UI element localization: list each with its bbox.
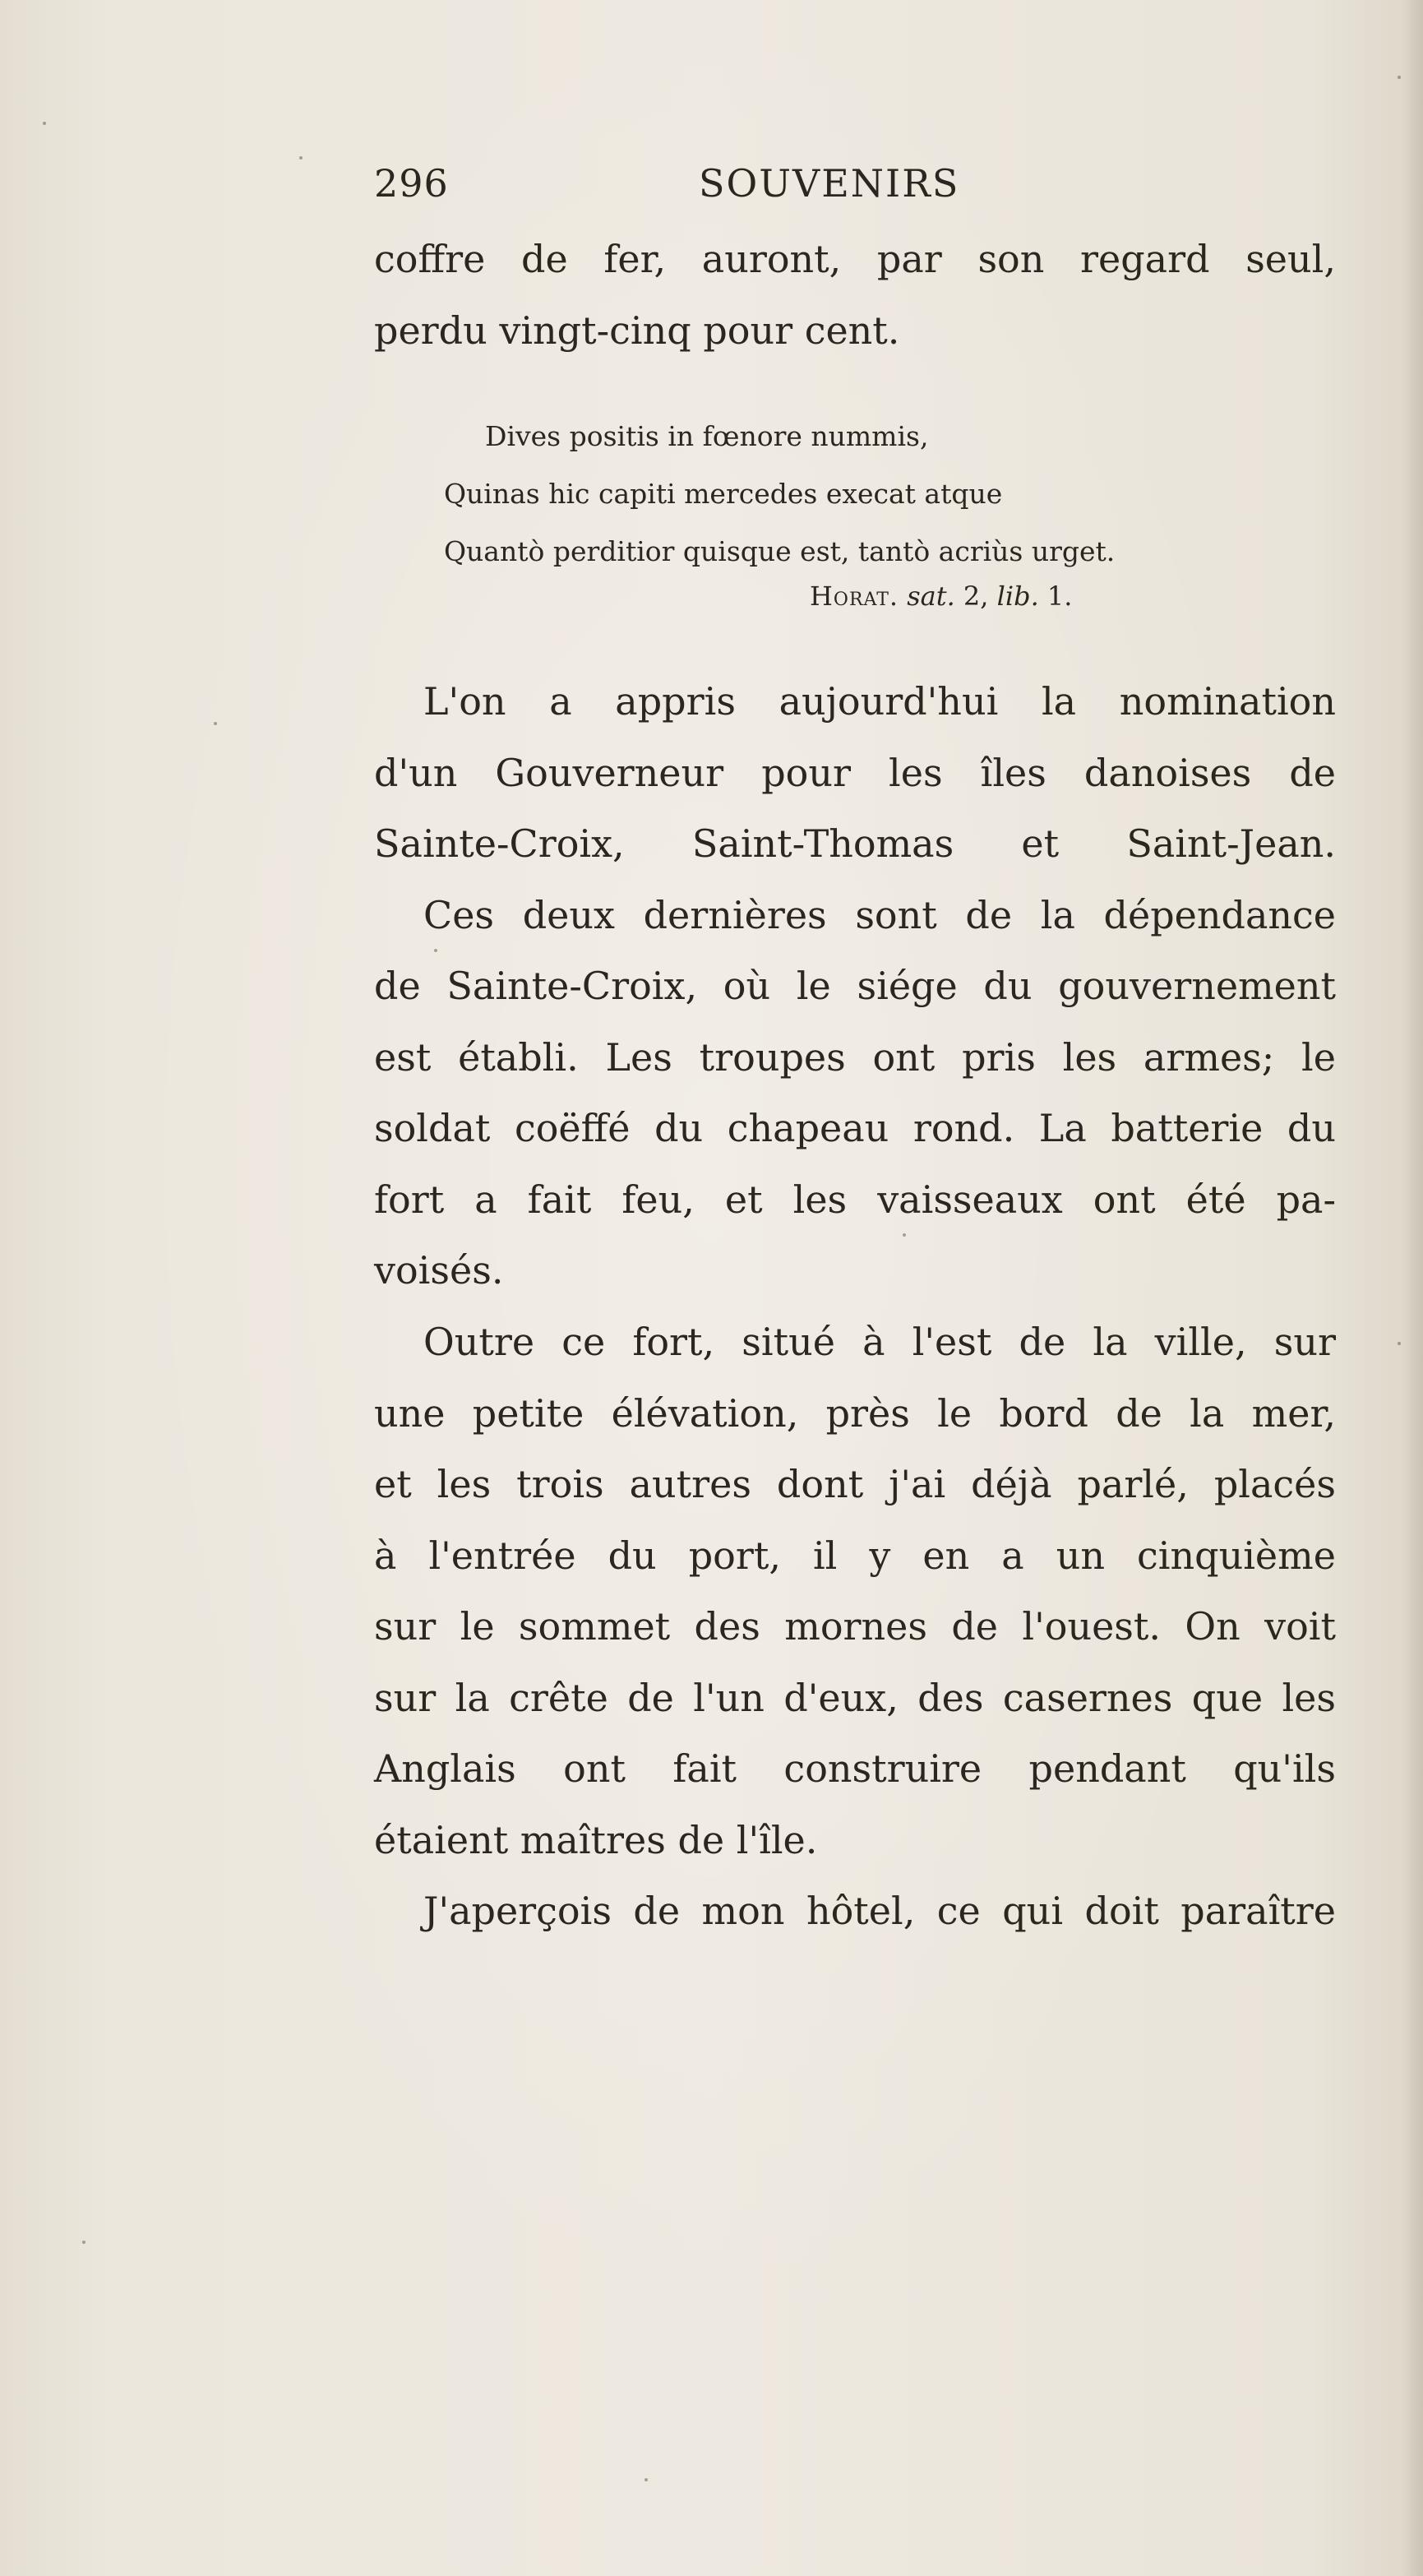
text-line: de Sainte-Croix, où le siége du gouvernement	[374, 964, 1336, 1008]
attribution-number: 2,	[963, 580, 989, 612]
paragraph-hotel	[374, 1875, 1336, 1947]
text-line: voisés.	[374, 1248, 504, 1293]
paper-speck	[1398, 76, 1401, 79]
running-title: SOUVENIRS	[699, 161, 960, 206]
verse-line: Dives positis in fœnore nummis,	[485, 420, 929, 452]
paragraph-forts	[374, 1306, 1336, 1875]
text-line: sur le sommet des mornes de l'ouest. On voit	[374, 1604, 1336, 1649]
text-line: Ces deux dernières sont de la dépendance	[423, 892, 1336, 937]
text-line: à l'entrée du port, il y en a un cinquième	[374, 1533, 1336, 1578]
attribution-book-number: 1.	[1046, 580, 1073, 612]
attribution-book: lib.	[996, 580, 1039, 612]
attribution-author: Horat.	[810, 580, 899, 612]
attribution-work: sat.	[907, 580, 955, 612]
paper-speck	[43, 122, 46, 125]
text-line: et les trois autres dont j'ai déjà parlé, placés	[374, 1462, 1336, 1506]
paper-speck	[82, 2241, 85, 2244]
quotation-attribution	[810, 580, 1072, 612]
paper-speck	[214, 722, 217, 725]
paper-speck	[645, 2478, 648, 2481]
paper-speck	[299, 156, 303, 160]
paper-speck	[1398, 1342, 1401, 1345]
page-number: 296	[374, 161, 449, 206]
text-line: Outre ce fort, situé à l'est de la ville, sur	[423, 1320, 1336, 1364]
verse-line: Quinas hic capiti mercedes execat atque	[444, 478, 1003, 510]
text-line: une petite élévation, près le bord de la mer,	[374, 1390, 1336, 1436]
text-line: sur la crête de l'un d'eux, des casernes que les	[374, 1675, 1336, 1720]
continuation-text	[374, 224, 1336, 366]
text-line: est établi. Les troupes ont pris les armes; le	[374, 1034, 1336, 1080]
text-line: L'on a appris aujourd'hui la nomination	[423, 679, 1336, 724]
text-line: étaient maîtres de l'île.	[374, 1817, 818, 1862]
running-head	[374, 161, 1336, 214]
text-line: d'un Gouverneur pour les îles danoises de	[374, 750, 1336, 795]
page-edge-shadow	[1402, 0, 1423, 2576]
verse-line: Quantò perditior quisque est, tantò acriùs urget.	[444, 535, 1116, 567]
text-line: fort a fait feu, et les vaisseaux ont été pa-	[374, 1177, 1336, 1222]
text-line: Sainte-Croix, Saint-Thomas et Saint-Jean.	[374, 821, 1336, 866]
latin-quotation	[444, 408, 1266, 580]
text-line: soldat coëffé du chapeau rond. La batterie du	[374, 1106, 1336, 1150]
text-line: coffre de fer, auront, par son regard seul,	[374, 237, 1336, 281]
paragraph-governor	[374, 666, 1336, 1306]
text-line: J'aperçois de mon hôtel, ce qui doit paraître	[423, 1889, 1336, 1933]
text-line: perdu vingt-cinq pour cent.	[374, 308, 900, 353]
text-line: Anglais ont fait construire pendant qu'ils	[374, 1746, 1336, 1791]
